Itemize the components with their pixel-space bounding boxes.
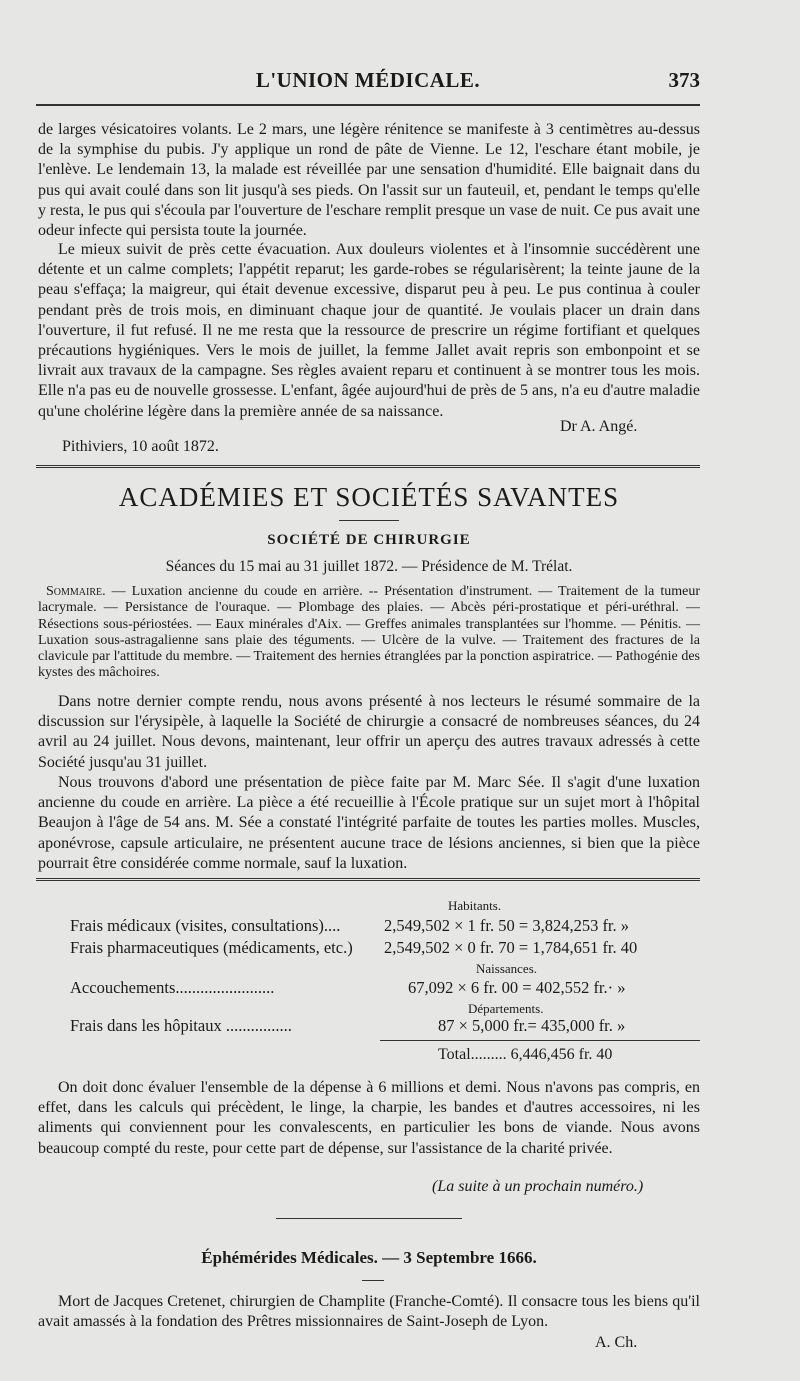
total-rule [380,1040,700,1041]
table-row [70,1016,700,1038]
title-dash [339,520,399,521]
paragraph-marc-see: Nous trouvons d'abord une présentation de pièce faite par M. Marc Sée. Il s'agit d'une luxation ancienne du coude en arrière. La pièce a été recueillie à l'École pratique sur un sujet mort à l'hôpital Beaujon à l'âge de 54 ans. M. Sée a constaté l'intégrité parfaite de toutes les parties molles. Muscles, aponévrose, capsule articulaire, ne présentent aucune trace de lésions anciennes, si bien que la pièce pourrait être considérée comme normale, sauf la luxation. [38,774,700,872]
ephem-dash [362,1280,384,1281]
final-signature: A. Ch. [595,1334,638,1351]
separator-rule [276,1218,462,1219]
paragraph-ephemeride: Mort de Jacques Cretenet, chirurgien de Champlite (Franche-Comté). Il consacre tous les biens qu'il avait amassés à la fondation des Prêtres missionnaires de Saint-Joseph de Lyon. [38,1293,700,1331]
heading-naissances: Naissances. [476,961,538,976]
sommaire-label: Sommaire. [46,584,106,599]
author-signature: Dr A. Angé. [560,418,638,435]
journal-title: L'UNION MÉDICALE. [255,68,481,92]
row-label: Frais pharmaceutiques (médicaments, etc.) [70,938,353,957]
row-label: Frais médicaux (visites, consultations).... [70,916,341,935]
ephemerides-title: Éphémérides Médicales. — 3 Septembre 1666. [201,1248,537,1267]
table-row [70,938,700,960]
sessions-line: Séances du 15 mai au 31 juillet 1872. — Présidence de M. Trélat. [165,558,573,575]
society-name: SOCIÉTÉ DE CHIRURGIE [267,532,471,548]
sommaire [38,584,700,682]
sommaire-text: — Luxation ancienne du coude en arrière. -- Présentation d'instrument. — Traitement de la tumeur lacrymale. — Persistance de l'ouraque. — Plombage des plaies. — Abcès péri-prostatique et péri-uréthral. — Résections sous-périostées. — Eaux minérales d'Aix. — Greffes animales transplantées sur l'homme. — Pénitis. — Luxation sous-astragalienne sans plaie des téguments. — Ulcère de la vulve. — Traitement des fractures de la clavicule par l'attitude du membre. — Traitement des hernies étranglées par la ponction aspiratrice. — Pathogénie des kystes des mâchoires. [38,584,701,681]
row-label: Accouchements........................ [70,978,275,997]
row-calc: 2,549,502 × 1 fr. 50 = 3,824,253 fr. » [384,916,630,935]
page-number: 373 [668,68,700,92]
header-rule [36,104,700,106]
page-header [36,68,700,96]
row-calc: 2,549,502 × 0 fr. 70 = 1,784,651 fr. 40 [384,938,638,957]
table-top-rule [36,878,700,884]
table-row [70,978,700,1000]
heading-departements: Départements. [468,1001,544,1016]
paragraph-conclusion: On doit donc évaluer l'ensemble de la dépense à 6 millions et demi. Nous n'avons pas compris, en effet, dans les calculs qui précèdent, le linge, la charpie, les bandes et d'autres accessoires, ni les aliments qui conviennent pour les convalescents, en particulier les bons de viande. Nous avons beaucoup compté du reste, pour cette part de dépense, sur l'assistance de la charité privée. [38,1079,700,1157]
section-title: ACADÉMIES ET SOCIÉTÉS SAVANTES [118,482,620,512]
continued-note: (La suite à un prochain numéro.) [432,1178,644,1195]
heading-habitants: Habitants. [448,898,502,913]
row-calc: 67,092 × 6 fr. 00 = 402,552 fr.· » [408,978,626,997]
paragraph-case-report: de larges vésicatoires volants. Le 2 mars, une légère rénitence se manifeste à 3 centimètres au-dessus de la symphise du pubis. J'y applique un rond de pâte de Vienne. Le 12, l'eschare étant mobile, je l'enlève. Le lendemain 13, la malade est réveillée par une sensation d'humidité. Elle baignait dans du pus qui avait coulé dans son lit jusqu'à ses pieds. On l'assit sur un fauteuil, et, pendant le temps qu'elle y resta, le pus qui s'écoula par l'ouverture de l'eschare remplit presque un vase de nuit. Ce pus avait une odeur infecte qui persista toute la journée. [38,121,700,240]
table-row [70,916,700,938]
section-rule [36,465,700,471]
place-date: Pithiviers, 10 août 1872. [62,438,219,455]
paragraph-recovery: Le mieux suivit de près cette évacuation. Aux douleurs violentes et à l'insomnie succédèrent une détente et un calme complets; l'appétit reparut; les garde-robes se régularisèrent; la teinte jaune de la peau s'effaça; la maigreur, qui était devenue excessive, disparut peu à peu. Le pus continua à couler pendant près de trois mois, en diminuant chaque jour de quantité. Je voulais placer un drain dans l'ouverture, il fut refusé. Il ne me resta que la ressource de prescrire un régime fortifiant et quelques précautions hygiéniques. Vers le mois de juillet, la femme Jallet avait repris son embonpoint et se livrait aux travaux de la campagne. Ses règles avaient reparu et continuent à se montrer tous les mois. Elle n'a pas eu de nouvelle grossesse. L'enfant, âgée aujourd'hui de près de 5 ans, n'a eu d'autre maladie qu'une cholérine légère dans la première année de sa naissance. [38,241,700,420]
paragraph-intro: Dans notre dernier compte rendu, nous avons présenté à nos lecteurs le résumé sommaire de la discussion sur l'érysipèle, à laquelle la Société de chirurgie a consacré de nombreuses séances, du 24 avril au 24 juillet. Nous devons, maintenant, leur offrir un aperçu des autres travaux adressés à cette Société jusqu'au 31 juillet. [38,693,700,771]
row-calc: 87 × 5,000 fr.= 435,000 fr. » [438,1016,626,1035]
row-label: Frais dans les hôpitaux ................ [70,1016,292,1035]
total-line: Total......... 6,446,456 fr. 40 [438,1046,613,1063]
